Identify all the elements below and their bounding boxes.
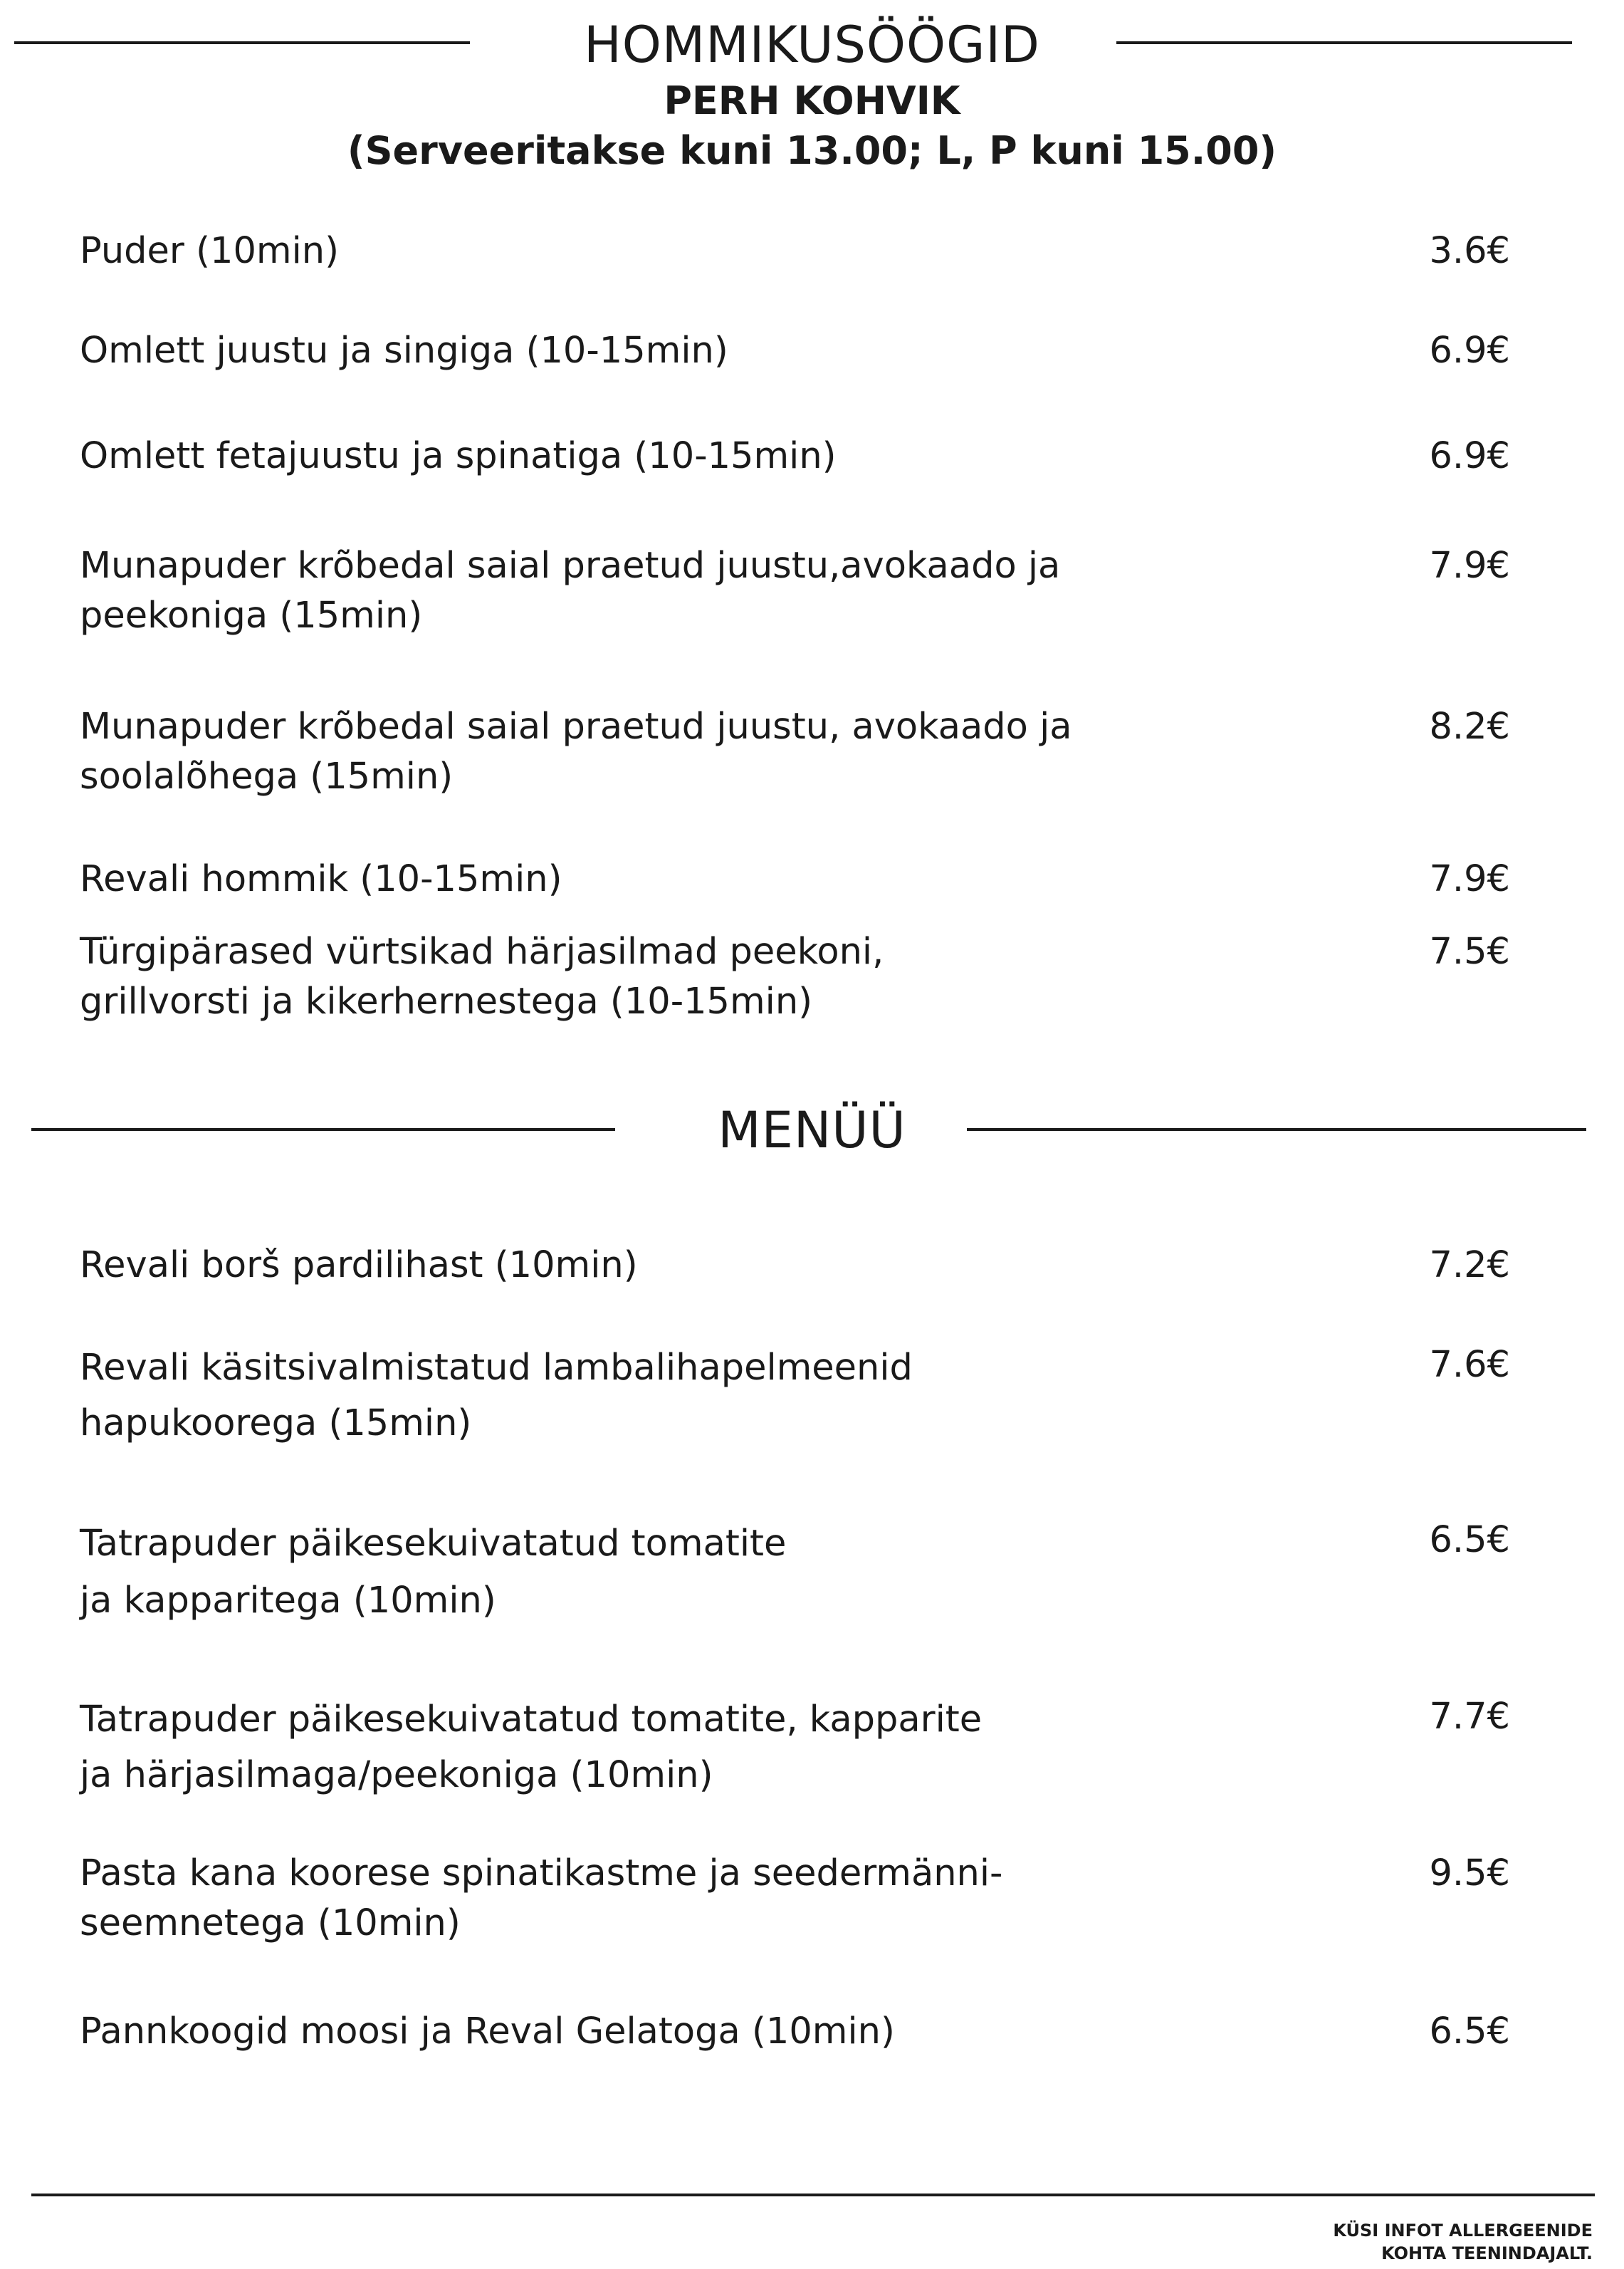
menu-item-price: 7.9€ [1429,545,1510,587]
menu-title: MENÜÜ [718,1101,906,1159]
menu-item-price: 6.5€ [1429,1519,1510,1561]
menu-item-name: Omlett juustu ja singiga (10-15min) [80,330,728,372]
menu-item-name: Tatrapuder päikesekuivatatud tomatite ja kapparitega (10min) [80,1523,787,1622]
menu-item-price: 7.5€ [1429,931,1510,973]
breakfast-hours: (Serveeritakse kuni 13.00; L, P kuni 15.00) [347,128,1277,173]
menu-item-name: Revali hommik (10-15min) [80,858,562,900]
menu-item-name: Omlett fetajuustu ja spinatiga (10-15min) [80,435,837,477]
menu-item-price: 6.9€ [1429,435,1510,477]
breakfast-title: HOMMIKUSÖÖGID [584,16,1040,74]
menu-item-price: 7.6€ [1429,1344,1510,1386]
menu-item-price: 7.9€ [1429,858,1510,900]
menu-item-name: Tatrapuder päikesekuivatatud tomatite, kapparite ja härjasilmaga/peekoniga (10min) [80,1699,983,1796]
breakfast-subtitle: PERH KOHVIK [664,78,960,123]
menu-item-price: 7.2€ [1429,1244,1510,1286]
menu-item-price: 9.5€ [1429,1852,1510,1894]
menu-item-name: Puder (10min) [80,230,339,272]
footer-rule [31,2194,1595,2196]
menu-item-price: 8.2€ [1429,706,1510,748]
menu-item-price: 6.9€ [1429,330,1510,372]
menu-item-name: Munapuder krõbedal saial praetud juustu,avokaado ja peekoniga (15min) [80,545,1061,637]
menu-item-name: Pasta kana koorese spinatikastme ja seedermänni- seemnetega (10min) [80,1852,1003,1944]
menu-item-name: Revali borš pardilihast (10min) [80,1244,638,1286]
menu-item-name: Revali käsitsivalmistatud lambalihapelmeenid hapukoorega (15min) [80,1347,913,1444]
menu-item-price: 7.7€ [1429,1696,1510,1738]
menu-item-price: 3.6€ [1429,230,1510,272]
menu-item-name: Munapuder krõbedal saial praetud juustu, avokaado ja soolalõhega (15min) [80,706,1072,798]
allergen-note: KÜSI INFOT ALLERGEENIDE KOHTA TEENINDAJALT. [1333,2221,1593,2263]
menu-item-name: Türgipärased vürtsikad härjasilmad peekoni, grillvorsti ja kikerhernestega (10-15min) [80,931,884,1023]
menu-item-name: Pannkoogid moosi ja Reval Gelatoga (10min) [80,2010,895,2052]
menu-item-price: 6.5€ [1429,2010,1510,2052]
